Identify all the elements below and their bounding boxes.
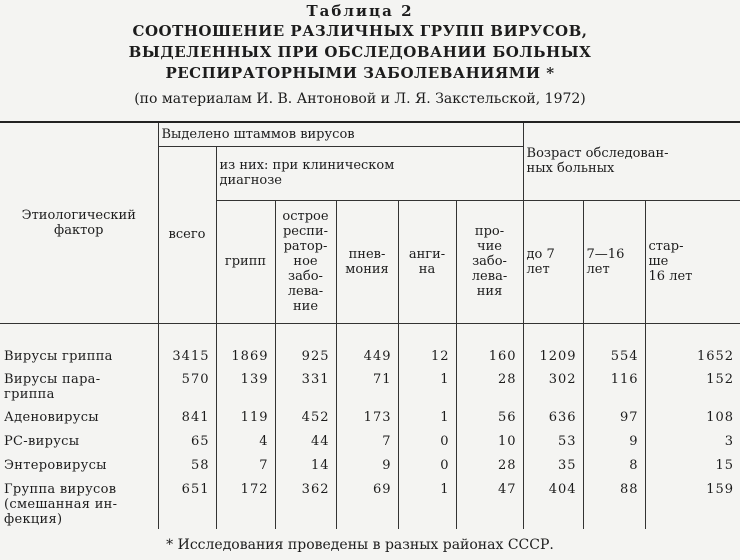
cell-flu: 7 bbox=[216, 456, 275, 480]
table-row bbox=[0, 432, 740, 456]
cell-angina: 0 bbox=[398, 456, 456, 480]
table-row bbox=[0, 370, 740, 408]
cell-age-over-16: 159 bbox=[645, 480, 740, 529]
header-diagnosis-group: из них: при клиническом диагнозе bbox=[216, 146, 523, 200]
cell-flu: 1869 bbox=[216, 347, 275, 370]
cell-age-under-7: 302 bbox=[523, 370, 583, 408]
cell-angina: 1 bbox=[398, 480, 456, 529]
cell-ari: 331 bbox=[275, 370, 336, 408]
row-factor: Вирусы гриппа bbox=[4, 348, 113, 364]
virus-table bbox=[0, 121, 740, 529]
header-angina: анги- на bbox=[398, 200, 456, 323]
cell-total: 65 bbox=[158, 432, 216, 456]
cell-age-under-7: 636 bbox=[523, 408, 583, 432]
table-number: Таблица 2 bbox=[306, 2, 414, 20]
cell-age-over-16: 108 bbox=[645, 408, 740, 432]
cell-total: 841 bbox=[158, 408, 216, 432]
cell-age-over-16: 3 bbox=[645, 432, 740, 456]
cell-angina: 12 bbox=[398, 347, 456, 370]
cell-pneumonia: 71 bbox=[336, 370, 398, 408]
cell-pneumonia: 7 bbox=[336, 432, 398, 456]
cell-angina: 0 bbox=[398, 432, 456, 456]
cell-total: 58 bbox=[158, 456, 216, 480]
cell-age-7-16: 97 bbox=[583, 408, 645, 432]
cell-flu: 172 bbox=[216, 480, 275, 529]
cell-age-7-16: 88 bbox=[583, 480, 645, 529]
cell-other: 10 bbox=[456, 432, 523, 456]
cell-angina: 1 bbox=[398, 408, 456, 432]
cell-flu: 119 bbox=[216, 408, 275, 432]
table-row bbox=[0, 456, 740, 480]
cell-age-under-7: 35 bbox=[523, 456, 583, 480]
title-line-3: РЕСПИРАТОРНЫМИ ЗАБОЛЕВАНИЯМИ * bbox=[165, 64, 555, 82]
cell-age-over-16: 152 bbox=[645, 370, 740, 408]
cell-other: 56 bbox=[456, 408, 523, 432]
cell-age-7-16: 116 bbox=[583, 370, 645, 408]
footnote: * Исследования проведены в разных районах СССР. bbox=[166, 537, 554, 553]
title-line-2: ВЫДЕЛЕННЫХ ПРИ ОБСЛЕДОВАНИИ БОЛЬНЫХ bbox=[128, 43, 592, 61]
header-age-group: Возраст обследован- ных больных bbox=[523, 122, 740, 200]
cell-angina: 1 bbox=[398, 370, 456, 408]
cell-total: 651 bbox=[158, 480, 216, 529]
header-isolated-strains: Выделено штаммов вирусов bbox=[158, 122, 523, 146]
header-ari: острое респи- ратор- ное забо- лева- ние bbox=[275, 200, 336, 323]
cell-other: 28 bbox=[456, 456, 523, 480]
cell-age-7-16: 8 bbox=[583, 456, 645, 480]
row-factor: РС-вирусы bbox=[4, 433, 80, 449]
header-other: про- чие забо- лева- ния bbox=[456, 200, 523, 323]
cell-ari: 452 bbox=[275, 408, 336, 432]
table-row bbox=[0, 480, 740, 529]
cell-age-under-7: 404 bbox=[523, 480, 583, 529]
table-row bbox=[0, 408, 740, 432]
cell-other: 47 bbox=[456, 480, 523, 529]
header-flu: грипп bbox=[216, 200, 275, 323]
cell-flu: 4 bbox=[216, 432, 275, 456]
cell-age-7-16: 554 bbox=[583, 347, 645, 370]
cell-pneumonia: 9 bbox=[336, 456, 398, 480]
cell-total: 570 bbox=[158, 370, 216, 408]
cell-age-under-7: 1209 bbox=[523, 347, 583, 370]
subtitle: (по материалам И. В. Антоновой и Л. Я. Закстельской, 1972) bbox=[134, 91, 586, 107]
cell-flu: 139 bbox=[216, 370, 275, 408]
cell-ari: 362 bbox=[275, 480, 336, 529]
cell-other: 28 bbox=[456, 370, 523, 408]
cell-age-7-16: 9 bbox=[583, 432, 645, 456]
row-factor: Аденовирусы bbox=[4, 409, 99, 425]
header-age-under-7: до 7 лет bbox=[523, 200, 583, 323]
cell-age-over-16: 1652 bbox=[645, 347, 740, 370]
cell-pneumonia: 69 bbox=[336, 480, 398, 529]
cell-total: 3415 bbox=[158, 347, 216, 370]
row-factor: Энтеровирусы bbox=[4, 457, 107, 473]
cell-age-under-7: 53 bbox=[523, 432, 583, 456]
row-factor: Вирусы пара- гриппа bbox=[4, 371, 101, 402]
header-age-7-16: 7—16 лет bbox=[583, 200, 645, 323]
header-pneumonia: пнев- мония bbox=[336, 200, 398, 323]
header-total: всего bbox=[158, 146, 216, 323]
title-line-1: СООТНОШЕНИЕ РАЗЛИЧНЫХ ГРУПП ВИРУСОВ, bbox=[132, 22, 588, 40]
header-age-over-16: стар- ше 16 лет bbox=[645, 200, 740, 323]
header-etiology: Этиологический фактор bbox=[0, 122, 158, 323]
cell-other: 160 bbox=[456, 347, 523, 370]
cell-ari: 925 bbox=[275, 347, 336, 370]
table-row bbox=[0, 347, 740, 370]
table-body bbox=[0, 323, 740, 529]
row-factor: Группа вирусов (смешанная ин- фекция) bbox=[4, 481, 118, 527]
cell-age-over-16: 15 bbox=[645, 456, 740, 480]
cell-pneumonia: 449 bbox=[336, 347, 398, 370]
cell-pneumonia: 173 bbox=[336, 408, 398, 432]
cell-ari: 14 bbox=[275, 456, 336, 480]
cell-ari: 44 bbox=[275, 432, 336, 456]
